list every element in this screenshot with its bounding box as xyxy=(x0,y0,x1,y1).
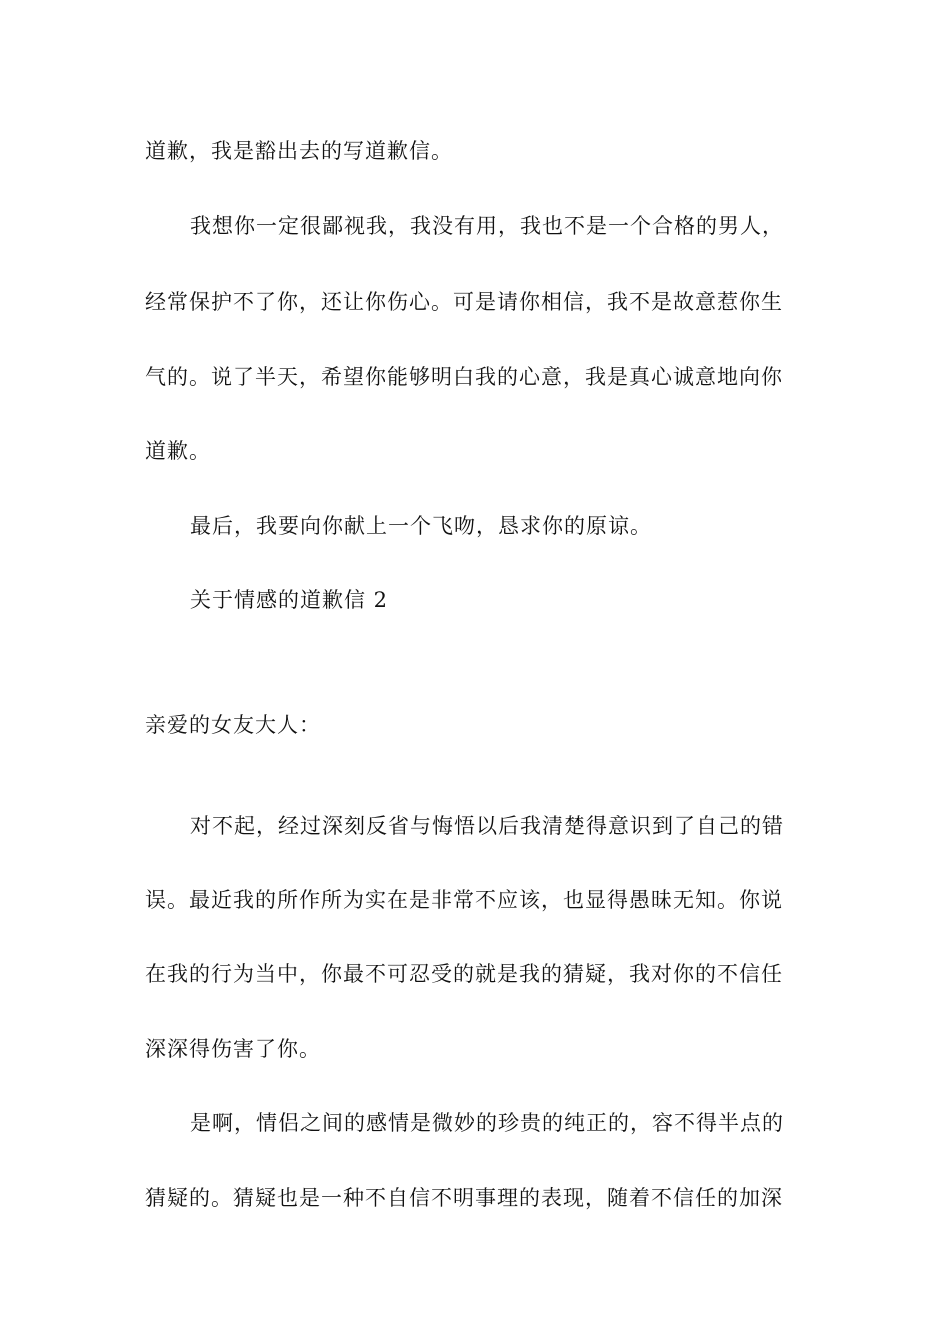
text-line: 道歉。 xyxy=(145,439,211,463)
text-line: 深深得伤害了你。 xyxy=(145,1037,321,1061)
salutation: 亲爱的女友大人： xyxy=(145,713,321,737)
section-heading: 关于情感的道歉信 2 xyxy=(190,588,389,612)
text-line: 误。最近我的所作所为实在是非常不应该，也显得愚昧无知。你说 xyxy=(145,888,783,912)
text-line: 最后，我要向你献上一个飞吻，恳求你的原谅。 xyxy=(190,514,652,538)
text-line: 在我的行为当中，你最不可忍受的就是我的猜疑，我对你的不信任 xyxy=(145,962,783,986)
text-line: 气的。说了半天，希望你能够明白我的心意，我是真心诚意地向你 xyxy=(145,365,783,389)
text-line: 我想你一定很鄙视我，我没有用，我也不是一个合格的男人， xyxy=(190,214,784,238)
text-line: 对不起，经过深刻反省与悔悟以后我清楚得意识到了自己的错 xyxy=(190,814,784,838)
text-line: 经常保护不了你，还让你伤心。可是请你相信，我不是故意惹你生 xyxy=(145,290,783,314)
text-line: 道歉，我是豁出去的写道歉信。 xyxy=(145,139,453,163)
text-line: 是啊，情侣之间的感情是微妙的珍贵的纯正的，容不得半点的 xyxy=(190,1111,784,1135)
text-line: 猜疑的。猜疑也是一种不自信不明事理的表现，随着不信任的加深 xyxy=(145,1186,783,1210)
